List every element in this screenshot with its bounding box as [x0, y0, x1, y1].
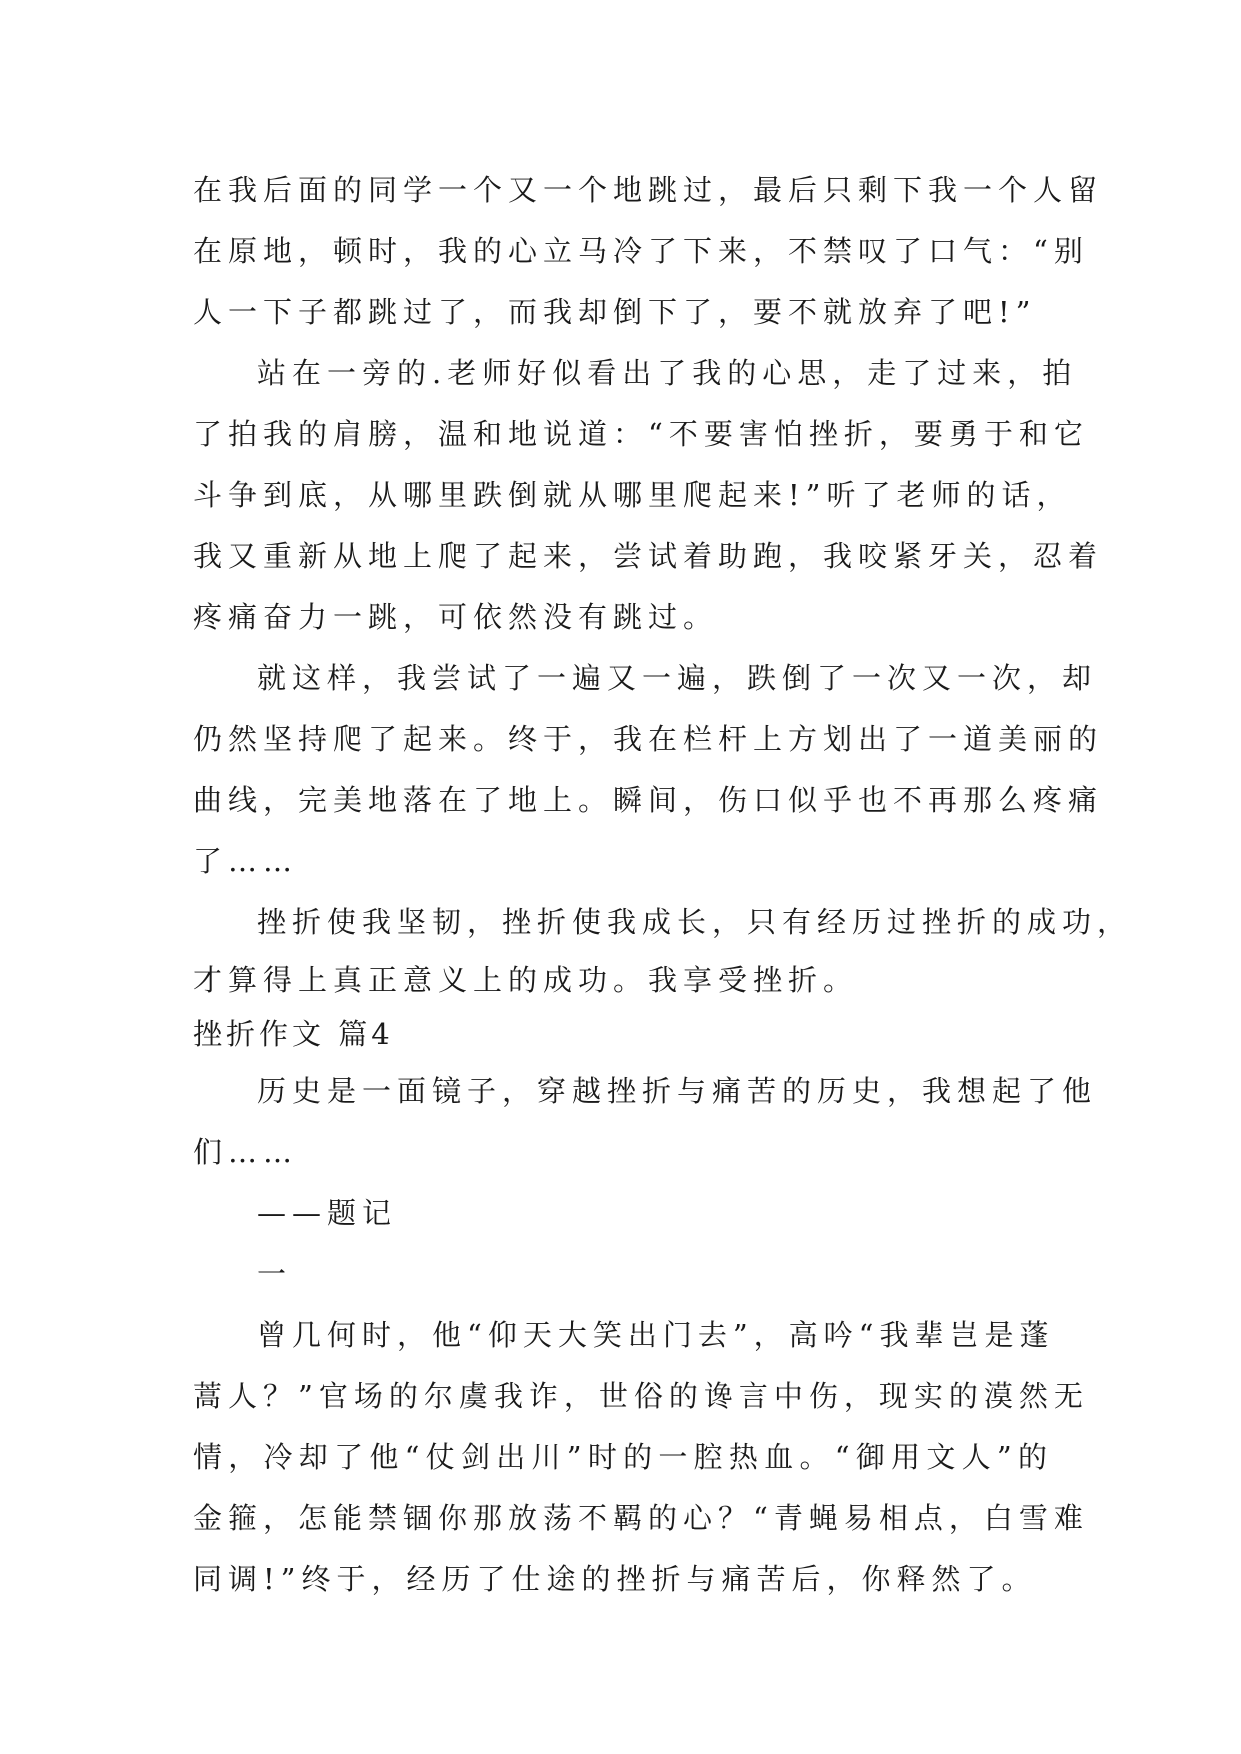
paragraph-line: 历史是一面镜子，穿越挫折与痛苦的历史，我想起了他	[257, 1074, 1098, 1108]
section-number: 一	[257, 1257, 293, 1291]
epigraph-attribution: ——题记	[257, 1196, 398, 1230]
paragraph-line: 金箍，怎能禁锢你那放荡不羁的心？“青蝇易相点，白雪难	[193, 1501, 1089, 1535]
paragraph-line: 曾几何时，他“仰天大笑出门去”，高吟“我辈岂是蓬	[257, 1318, 1055, 1352]
section-heading: 挫折作文 篇4	[193, 1017, 394, 1051]
paragraph-line: 了……	[193, 844, 299, 878]
paragraph-line: 同调!”终于，经历了仕途的挫折与痛苦后，你释然了。	[193, 1562, 1037, 1596]
paragraph-line: 了拍我的肩膀，温和地说道：“不要害怕挫折，要勇于和它	[193, 417, 1089, 451]
paragraph-line: 就这样，我尝试了一遍又一遍，跌倒了一次又一次，却	[257, 661, 1098, 695]
paragraph-line: 人一下子都跳过了，而我却倒下了，要不就放弃了吧!”	[193, 295, 1037, 329]
paragraph-line: 在我后面的同学一个又一个地跳过，最后只剩下我一个人留	[193, 173, 1104, 207]
paragraph-line: 我又重新从地上爬了起来，尝试着助跑，我咬紧牙关，忍着	[193, 539, 1104, 573]
document-body	[193, 160, 1133, 1610]
paragraph-line: 仍然坚持爬了起来。终于，我在栏杆上方划出了一道美丽的	[193, 722, 1104, 756]
paragraph-line: 蒿人？”官场的尔虞我诈，世俗的谗言中伤，现实的漠然无	[193, 1379, 1089, 1413]
paragraph-line: 曲线，完美地落在了地上。瞬间，伤口似乎也不再那么疼痛	[193, 783, 1104, 817]
paragraph-line: 疼痛奋力一跳，可依然没有跳过。	[193, 600, 719, 634]
paragraph-line: 才算得上真正意义上的成功。我享受挫折。	[193, 963, 859, 997]
paragraph-line: 情，冷却了他“仗剑出川”时的一腔热血。“御用文人”的	[193, 1440, 1053, 1474]
paragraph-line: 在原地，顿时，我的心立马冷了下来，不禁叹了口气：“别	[193, 234, 1089, 268]
paragraph-line: 站在一旁的.老师好似看出了我的心思，走了过来，拍	[257, 356, 1078, 390]
paragraph-line: 挫折使我坚韧，挫折使我成长，只有经历过挫折的成功，	[257, 905, 1133, 939]
paragraph-line: 们……	[193, 1135, 299, 1169]
paragraph-line: 斗争到底，从哪里跌倒就从哪里爬起来!”听了老师的话，	[193, 478, 1072, 512]
